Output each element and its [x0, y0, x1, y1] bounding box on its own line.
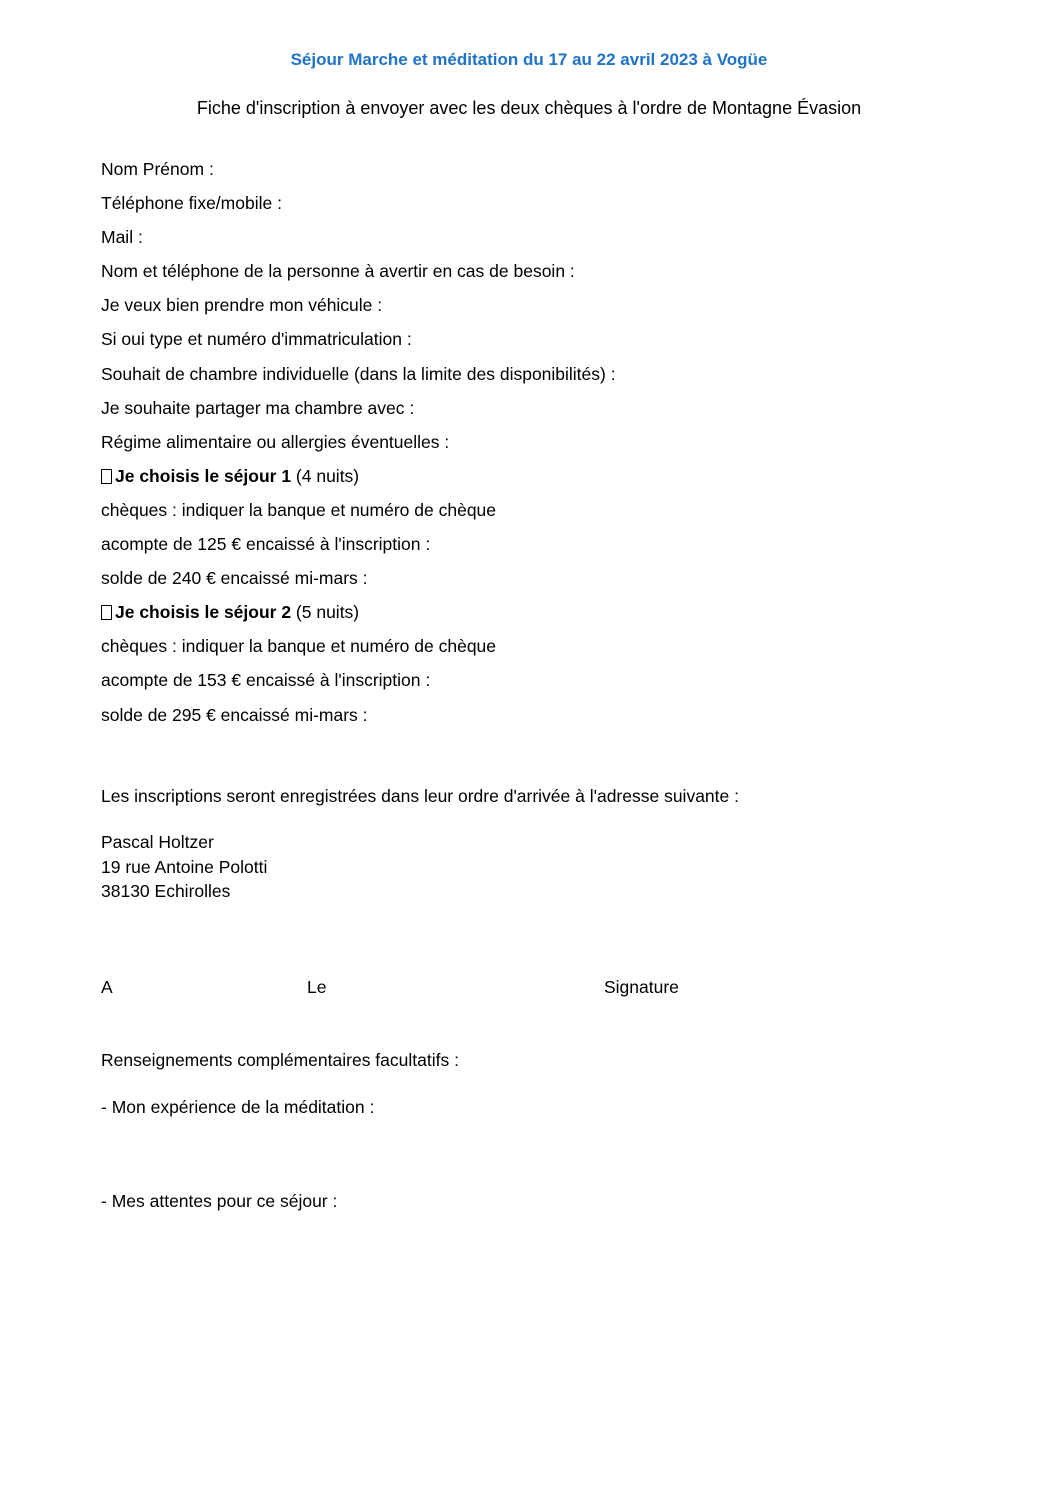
sejour1-choice[interactable] [101, 464, 961, 498]
sejour2-checkbox[interactable] [101, 605, 112, 620]
sejour1-choice-nights: (4 nuits) [291, 465, 360, 486]
signature-label[interactable]: Signature [604, 977, 679, 997]
postal-address [101, 830, 267, 904]
sejour1-choice-label: Je choisis le séjour 1 [115, 465, 292, 486]
extra-info-heading: Renseignements complémentaires facultatifs : [101, 1050, 459, 1070]
field-mail[interactable]: Mail : [101, 227, 143, 248]
sejour1-cheques: chèques : indiquer la banque et numéro de chèque [101, 499, 497, 520]
field-regime[interactable]: Régime alimentaire ou allergies éventuelles : [101, 431, 450, 452]
address-name: Pascal Holtzer [101, 832, 214, 852]
field-nom-prenom[interactable]: Nom Prénom : [101, 159, 214, 179]
sejour2-cheques: chèques : indiquer la banque et numéro de chèque [101, 636, 497, 657]
page-subtitle: Fiche d'inscription à envoyer avec les deux chèques à l'ordre de Montagne Évasion [196, 98, 862, 118]
signature-date-label[interactable]: Le [307, 977, 327, 997]
sejour2-solde[interactable]: solde de 295 € encaissé mi-mars : [101, 704, 368, 725]
field-chambre-individuelle[interactable]: Souhait de chambre individuelle (dans la limite des disponibilités) : [101, 363, 616, 384]
extra-attentes[interactable]: - Mes attentes pour ce séjour : [101, 1191, 338, 1211]
field-vehicule[interactable]: Je veux bien prendre mon véhicule : [101, 295, 383, 316]
address-street: 19 rue Antoine Polotti [101, 856, 268, 877]
inscriptions-note: Les inscriptions seront enregistrées dans leur ordre d'arrivée à l'adresse suivante : [101, 786, 739, 806]
field-telephone[interactable]: Téléphone fixe/mobile : [101, 193, 282, 214]
sejour1-checkbox[interactable] [101, 469, 112, 484]
sejour2-choice[interactable] [101, 600, 961, 634]
form-fields [101, 157, 961, 737]
sejour1-solde[interactable]: solde de 240 € encaissé mi-mars : [101, 568, 368, 589]
extra-experience[interactable]: - Mon expérience de la méditation : [101, 1097, 375, 1117]
sejour2-acompte[interactable]: acompte de 153 € encaissé à l'inscription : [101, 670, 431, 691]
page-title: Séjour Marche et méditation du 17 au 22 avril 2023 à Vogüe [290, 50, 768, 69]
sejour1-acompte[interactable]: acompte de 125 € encaissé à l'inscription : [101, 534, 431, 555]
field-contact-urgence[interactable]: Nom et téléphone de la personne à avertir en cas de besoin : [101, 261, 575, 282]
signature-place-label[interactable]: A [101, 977, 113, 997]
sejour2-choice-nights: (5 nuits) [291, 602, 360, 623]
sejour2-choice-label: Je choisis le séjour 2 [115, 602, 292, 623]
field-partage-chambre[interactable]: Je souhaite partager ma chambre avec : [101, 397, 415, 418]
address-city: 38130 Echirolles [101, 881, 231, 901]
field-immatriculation[interactable]: Si oui type et numéro d'immatriculation : [101, 329, 412, 350]
